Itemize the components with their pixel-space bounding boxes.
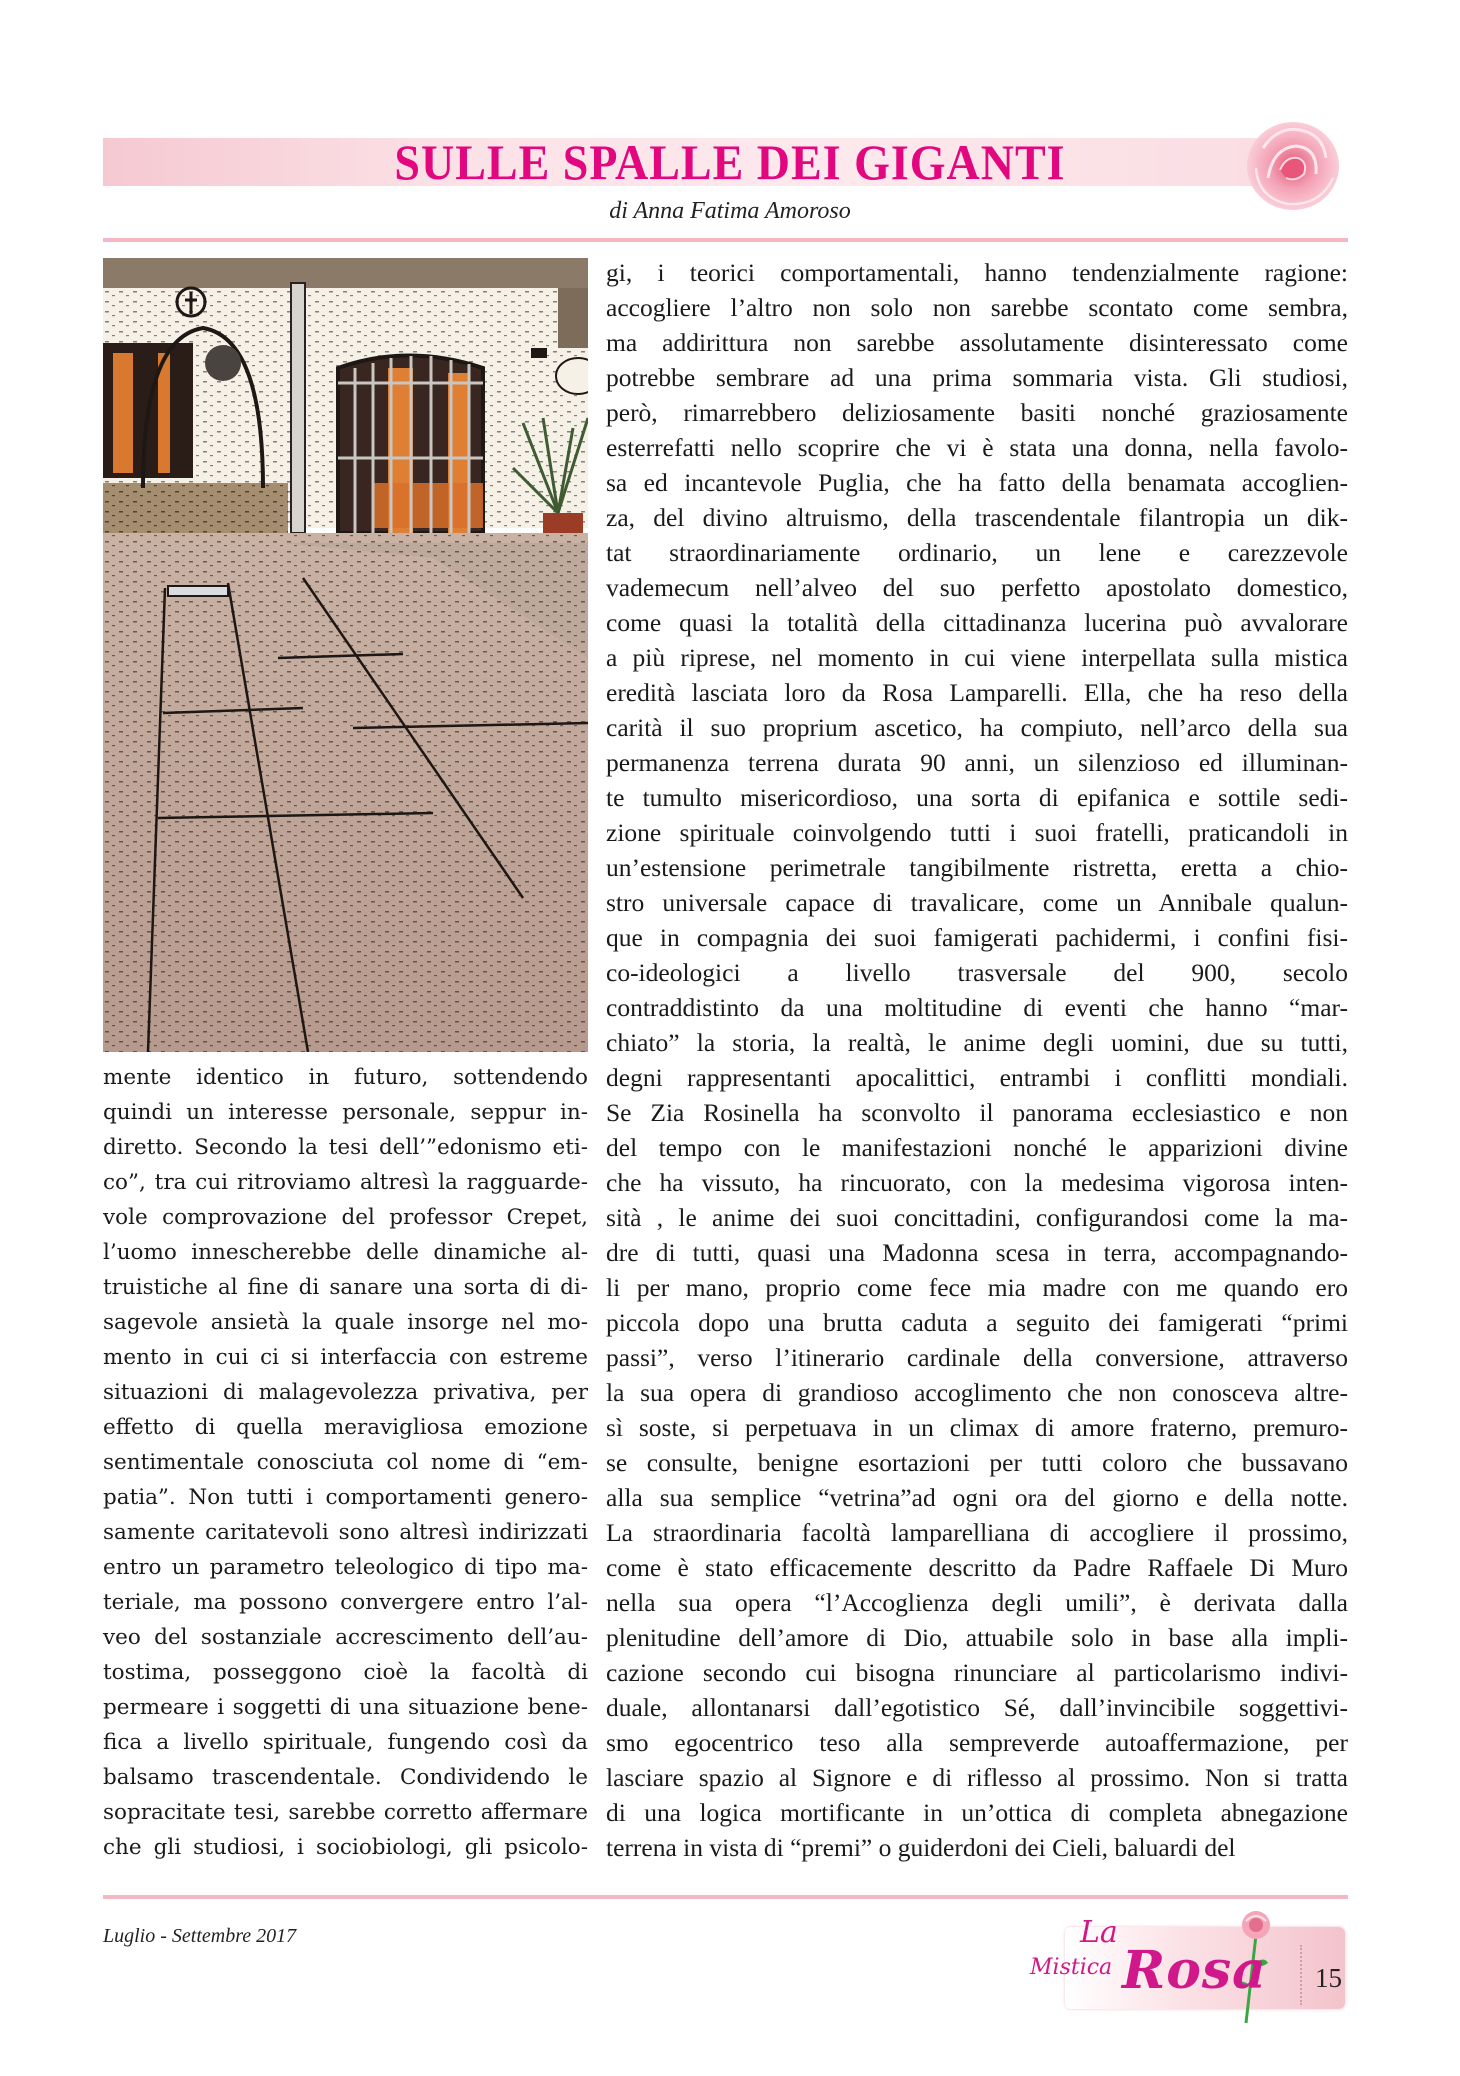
text-line: degni rappresentanti apocalittici, entrambi i conflitti mondiali. [606, 1063, 1348, 1092]
text-line: plenitudine dell’amore di Dio, attuabile solo in base alla impli- [606, 1623, 1348, 1652]
text-line: tostima, posseggono cioè la facoltà di [103, 1660, 588, 1685]
text-line: nella sua opera “l’Accoglienza degli umili”, è derivata dalla [606, 1588, 1348, 1617]
text-line: lasciare spazio al Signore e di riflesso al prossimo. Non si tratta [606, 1763, 1348, 1792]
text-line: sa ed incantevole Puglia, che ha fatto della benamata accoglien- [606, 468, 1348, 497]
text-line: situazioni di malagevolezza privativa, per [103, 1380, 588, 1405]
page-number: 15 [1315, 1963, 1342, 1993]
author-byline: di Anna Fatima Amoroso [609, 198, 851, 224]
text-line: smo egocentrico teso alla sempreverde autoaffermazione, per [606, 1728, 1348, 1757]
logo-separator [1300, 1945, 1302, 2005]
text-line: li per mano, proprio come fece mia madre con me quando ero [606, 1273, 1348, 1302]
text-line: permanenza terrena durata 90 anni, un silenzioso ed illuminan- [606, 748, 1348, 777]
text-line: potrebbe sembrare ad una prima sommaria vista. Gli studiosi, [606, 363, 1348, 392]
text-line: vademecum nell’alveo del suo perfetto apostolato domestico, [606, 573, 1348, 602]
text-line: co-ideologici a livello trasversale del 900, secolo [606, 958, 1348, 987]
text-line: teriale, ma possono convergere entro l’al- [103, 1590, 588, 1615]
logo-text-la: La [1080, 1915, 1118, 1950]
text-line: entro un parametro teleologico di tipo ma- [103, 1555, 588, 1580]
text-line: sentimentale conosciuta col nome di “em- [103, 1450, 588, 1475]
text-line: carità il suo proprium ascetico, ha compiuto, nell’arco della sua [606, 713, 1348, 742]
footer-divider [103, 1895, 1348, 1899]
text-line: chiato” la storia, la realtà, le anime degli uomini, due su tutti, [606, 1028, 1348, 1057]
text-line: che gli studiosi, i sociobiologi, gli psicolo- [103, 1835, 588, 1860]
text-line: duale, allontanarsi dall’egotistico Sé, dall’invincibile soggettivi- [606, 1693, 1348, 1722]
text-line: patia”. Non tutti i comportamenti genero- [103, 1485, 588, 1510]
text-line: passi”, verso l’itinerario cardinale della conversione, attraverso [606, 1343, 1348, 1372]
text-line: che ha vissuto, ha rincuorato, con la medesima vigorosa inten- [606, 1168, 1348, 1197]
text-line: cazione secondo cui bisogna rinunciare al particolarismo indivi- [606, 1658, 1348, 1687]
text-line: zione spirituale coinvolgendo tutti i suoi fratelli, praticandoli in [606, 818, 1348, 847]
text-line: permeare i soggetti di una situazione bene- [103, 1695, 588, 1720]
text-line: effetto di quella meravigliosa emozione [103, 1415, 588, 1440]
text-line: però, rimarrebbero deliziosamente basiti nonché graziosamente [606, 398, 1348, 427]
text-line: La straordinaria facoltà lamparelliana di accogliere il prossimo, [606, 1518, 1348, 1547]
text-line: mento in cui ci si interfaccia con estreme [103, 1345, 588, 1370]
header-divider [103, 238, 1348, 242]
text-line: tat straordinariamente ordinario, un lene e carezzevole [606, 538, 1348, 567]
text-line: dre di tutti, quasi una Madonna scesa in terra, accompagnando- [606, 1238, 1348, 1267]
text-line: la sua opera di grandioso accoglimento che non conosceva altre- [606, 1378, 1348, 1407]
text-line: eredità lasciata loro da Rosa Lamparelli. Ella, che ha reso della [606, 678, 1348, 707]
courtyard-photo [103, 258, 588, 1052]
text-line: a più riprese, nel momento in cui viene interpellata sulla mistica [606, 643, 1348, 672]
text-line: fica a livello spirituale, fungendo così da [103, 1730, 588, 1755]
text-line: accogliere l’altro non solo non sarebbe scontato come sembra, [606, 293, 1348, 322]
text-line: l’uomo innescherebbe delle dinamiche al- [103, 1240, 588, 1265]
text-line: co”, tra cui ritroviamo altresì la ragguarde- [103, 1170, 588, 1195]
text-line: te tumulto misericordioso, una sorta di epifanica e sottile sedi- [606, 783, 1348, 812]
magazine-logo [1010, 1905, 1355, 2025]
logo-text-mistica: Mistica [1030, 1955, 1113, 1980]
text-line: sagevole ansietà la quale insorge nel mo- [103, 1310, 588, 1335]
text-line: esterrefatti nello scoprire che vi è stata una donna, nella favolo- [606, 433, 1348, 462]
page-title: SULLE SPALLE DEI GIGANTI [394, 134, 1066, 190]
text-line: come è stato efficacemente descritto da Padre Raffaele Di Muro [606, 1553, 1348, 1582]
text-line: veo del sostanziale accrescimento dell’au- [103, 1625, 588, 1650]
issue-date: Luglio - Settembre 2017 [103, 1925, 297, 1947]
text-line: piccola dopo una brutta caduta a seguito dei famigerati “primi [606, 1308, 1348, 1337]
text-line: vole comprovazione del professor Crepet, [103, 1205, 588, 1230]
text-line: se consulte, benigne esortazioni per tutti coloro che bussavano [606, 1448, 1348, 1477]
text-line: truistiche al fine di sanare una sorta di di- [103, 1275, 588, 1300]
text-line: sì soste, si perpetuava in un climax di amore fraterno, premuro- [606, 1413, 1348, 1442]
text-line: balsamo trascendentale. Condividendo le [103, 1765, 588, 1790]
text-line: stro universale capace di travalicare, come un Annibale qualun- [606, 888, 1348, 917]
text-line: un’estensione perimetrale tangibilmente ristretta, eretta a chio- [606, 853, 1348, 882]
text-line: del tempo con le manifestazioni nonché le apparizioni divine [606, 1133, 1348, 1162]
text-line: samente caritatevoli sono altresì indirizzati [103, 1520, 588, 1545]
text-line: sopracitate tesi, sarebbe corretto affermare [103, 1800, 588, 1825]
text-line: ma addirittura non sarebbe assolutamente disinteressato come [606, 328, 1348, 357]
text-line: alla sua semplice “vetrina”ad ogni ora del giorno e della notte. [606, 1483, 1348, 1512]
text-line: contraddistinto da una moltitudine di eventi che hanno “mar- [606, 993, 1348, 1022]
text-line: za, del divino altruismo, della trascendentale filantropia un dik- [606, 503, 1348, 532]
text-line: Se Zia Rosinella ha sconvolto il panorama ecclesiastico e non [606, 1098, 1348, 1127]
text-line: come quasi la totalità della cittadinanza lucerina può avvalorare [606, 608, 1348, 637]
text-line: mente identico in futuro, sottendendo [103, 1065, 588, 1090]
text-line: sità , le anime dei suoi concittadini, configurandosi come la ma- [606, 1203, 1348, 1232]
text-line: diretto. Secondo la tesi dell’”edonismo eti- [103, 1135, 588, 1160]
text-line: que in compagnia dei suoi famigerati pachidermi, i confini fisi- [606, 923, 1348, 952]
text-line: quindi un interesse personale, seppur in- [103, 1100, 588, 1125]
text-line: gi, i teorici comportamentali, hanno tendenzialmente ragione: [606, 258, 1348, 287]
text-line: terrena in vista di “premi” o guiderdoni dei Cieli, baluardi del [606, 1833, 1236, 1862]
text-line: di una logica mortificante in un’ottica di completa abnegazione [606, 1798, 1348, 1827]
logo-text-rosa: Rosa [1122, 1940, 1267, 2001]
